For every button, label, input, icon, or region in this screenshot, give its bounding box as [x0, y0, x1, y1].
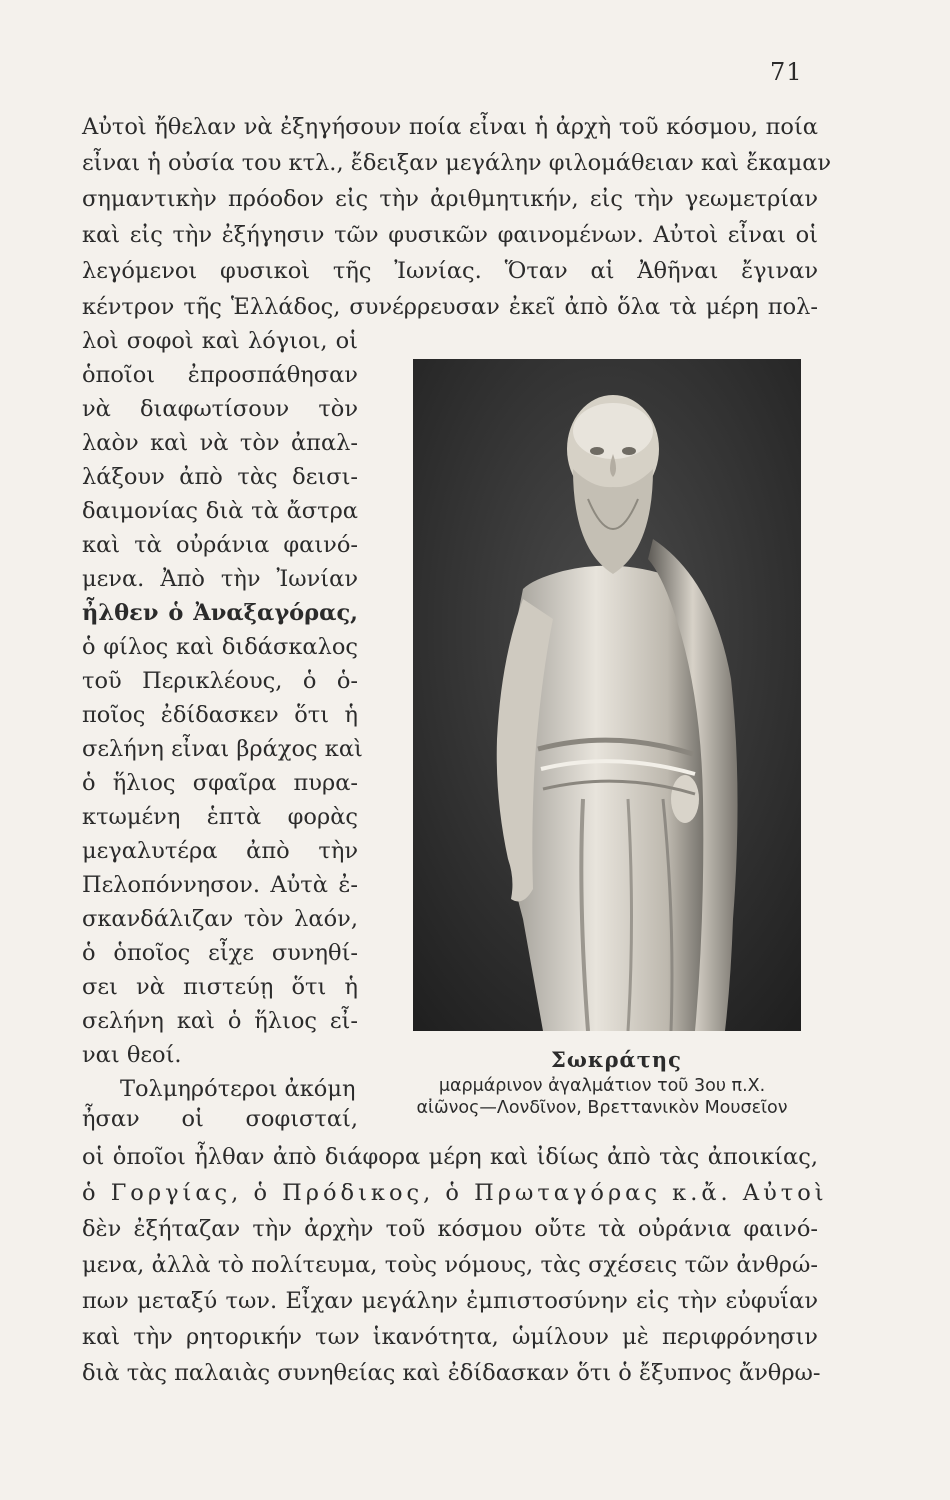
text-line: μεγαλυτέρα ἀπὸ τὴν: [82, 838, 358, 864]
text-line: καὶ τὴν ρητορικήν των ἱκανότητα, ὡμίλουν μὲ περιφρόνησιν: [82, 1324, 818, 1350]
text-line: σκανδάλιζαν τὸν λαόν,: [82, 906, 358, 932]
text-line: καὶ εἰς τὴν ἐξήγησιν τῶν φυσικῶν φαινομένων. Αὐτοὶ εἶναι οἱ: [82, 222, 818, 248]
text-line: Τολμηρότεροι ἀκόμη: [120, 1076, 356, 1102]
text-line: λοὶ σοφοὶ καὶ λόγιοι, οἱ: [82, 328, 358, 354]
text-line: κτωμένη ἑπτὰ φορὰς: [82, 804, 358, 830]
text-line-anaxagoras: ἦλθεν ὁ Ἀναξαγόρας,: [82, 600, 358, 626]
caption-title: Σωκράτης: [551, 1047, 682, 1072]
text-line: ποῖος ἐδίδασκεν ὅτι ἡ: [82, 702, 358, 728]
text-line: σημαντικὴν πρόοδον εἰς τὴν ἀριθμητικήν, εἰς τὴν γεωμετρίαν: [82, 186, 818, 212]
text-line: σει νὰ πιστεύῃ ὅτι ἡ: [82, 974, 358, 1000]
caption-line: μαρμάρινον ἀγαλμάτιον τοῦ 3ου π.Χ.: [438, 1076, 766, 1096]
text-line: λάξουν ἀπὸ τὰς δεισι-: [82, 464, 358, 490]
text-line: καὶ τὰ οὐράνια φαινό-: [82, 532, 358, 558]
text-line: μενα. Ἀπὸ τὴν Ἰωνίαν: [82, 566, 358, 592]
text-line: οἱ ὁποῖοι ἦλθαν ἀπὸ διάφορα μέρη καὶ ἰδίως ἀπὸ τὰς ἀποικίας,: [82, 1144, 818, 1170]
text-line-sophists: ἦσαν οἱ σοφισταί,: [82, 1106, 358, 1132]
text-line: λαὸν καὶ νὰ τὸν ἀπαλ-: [82, 430, 358, 456]
page-number: 71: [770, 58, 803, 86]
socrates-statue-image: [413, 359, 801, 1031]
text-line: πων μεταξύ των. Εἶχαν μεγάλην ἐμπιστοσύνην εἰς τὴν εὐφυΐαν: [82, 1288, 818, 1314]
text-line: ὁ φίλος καὶ διδάσκαλος: [82, 634, 358, 660]
caption-line: αἰῶνος—Λονδῖνον, Βρεττανικὸν Μουσεῖον: [416, 1098, 788, 1118]
text-line: δὲν ἐξήταζαν τὴν ἀρχὴν τοῦ κόσμου οὔτε τὰ οὐράνια φαινό-: [82, 1216, 818, 1242]
text-line: σελήνη καὶ ὁ ἥλιος εἶ-: [82, 1008, 358, 1034]
text-line: δαιμονίας διὰ τὰ ἄστρα: [82, 498, 358, 524]
text-line: κέντρον τῆς Ἑλλάδος, συνέρρευσαν ἐκεῖ ἀπὸ ὅλα τὰ μέρη πολ-: [82, 294, 818, 320]
text-line: Αὐτοὶ ἤθελαν νὰ ἐξηγήσουν ποία εἶναι ἡ ἀρχὴ τοῦ κόσμου, ποία: [82, 114, 818, 140]
text-line: σελήνη εἶναι βράχος καὶ: [82, 736, 363, 762]
text-line: λεγόμενοι φυσικοὶ τῆς Ἰωνίας. Ὅταν αἱ Ἀθῆναι ἔγιναν: [82, 258, 818, 284]
text-line: τοῦ Περικλέους, ὁ ὁ-: [82, 668, 358, 694]
text-line: Πελοπόννησον. Αὐτὰ ἐ-: [82, 872, 358, 898]
text-line: διὰ τὰς παλαιὰς συνηθείας καὶ ἐδίδασκαν ὅτι ὁ ἔξυπνος ἄνθρω-: [82, 1360, 821, 1386]
text-line: ναι θεοί.: [82, 1042, 182, 1068]
text-line: ὁποῖοι ἐπροσπάθησαν: [82, 362, 358, 388]
text-line-sophist-names: ὁ Γοργίας, ὁ Πρόδικος, ὁ Πρωταγόρας κ.ἄ. Αὐτοὶ: [82, 1180, 828, 1206]
text-line: νὰ διαφωτίσουν τὸν: [82, 396, 358, 422]
text-line: ὁ ὁποῖος εἶχε συνηθί-: [82, 940, 358, 966]
text-line: ὁ ἥλιος σφαῖρα πυρα-: [82, 770, 358, 796]
statue-photo: [413, 359, 801, 1031]
text-line: μενα, ἀλλὰ τὸ πολίτευμα, τοὺς νόμους, τὰς σχέσεις τῶν ἀνθρώ-: [82, 1252, 818, 1278]
text-line: εἶναι ἡ οὐσία του κτλ., ἔδειξαν μεγάλην φιλομάθειαν καὶ ἔκαμαν: [82, 150, 832, 176]
